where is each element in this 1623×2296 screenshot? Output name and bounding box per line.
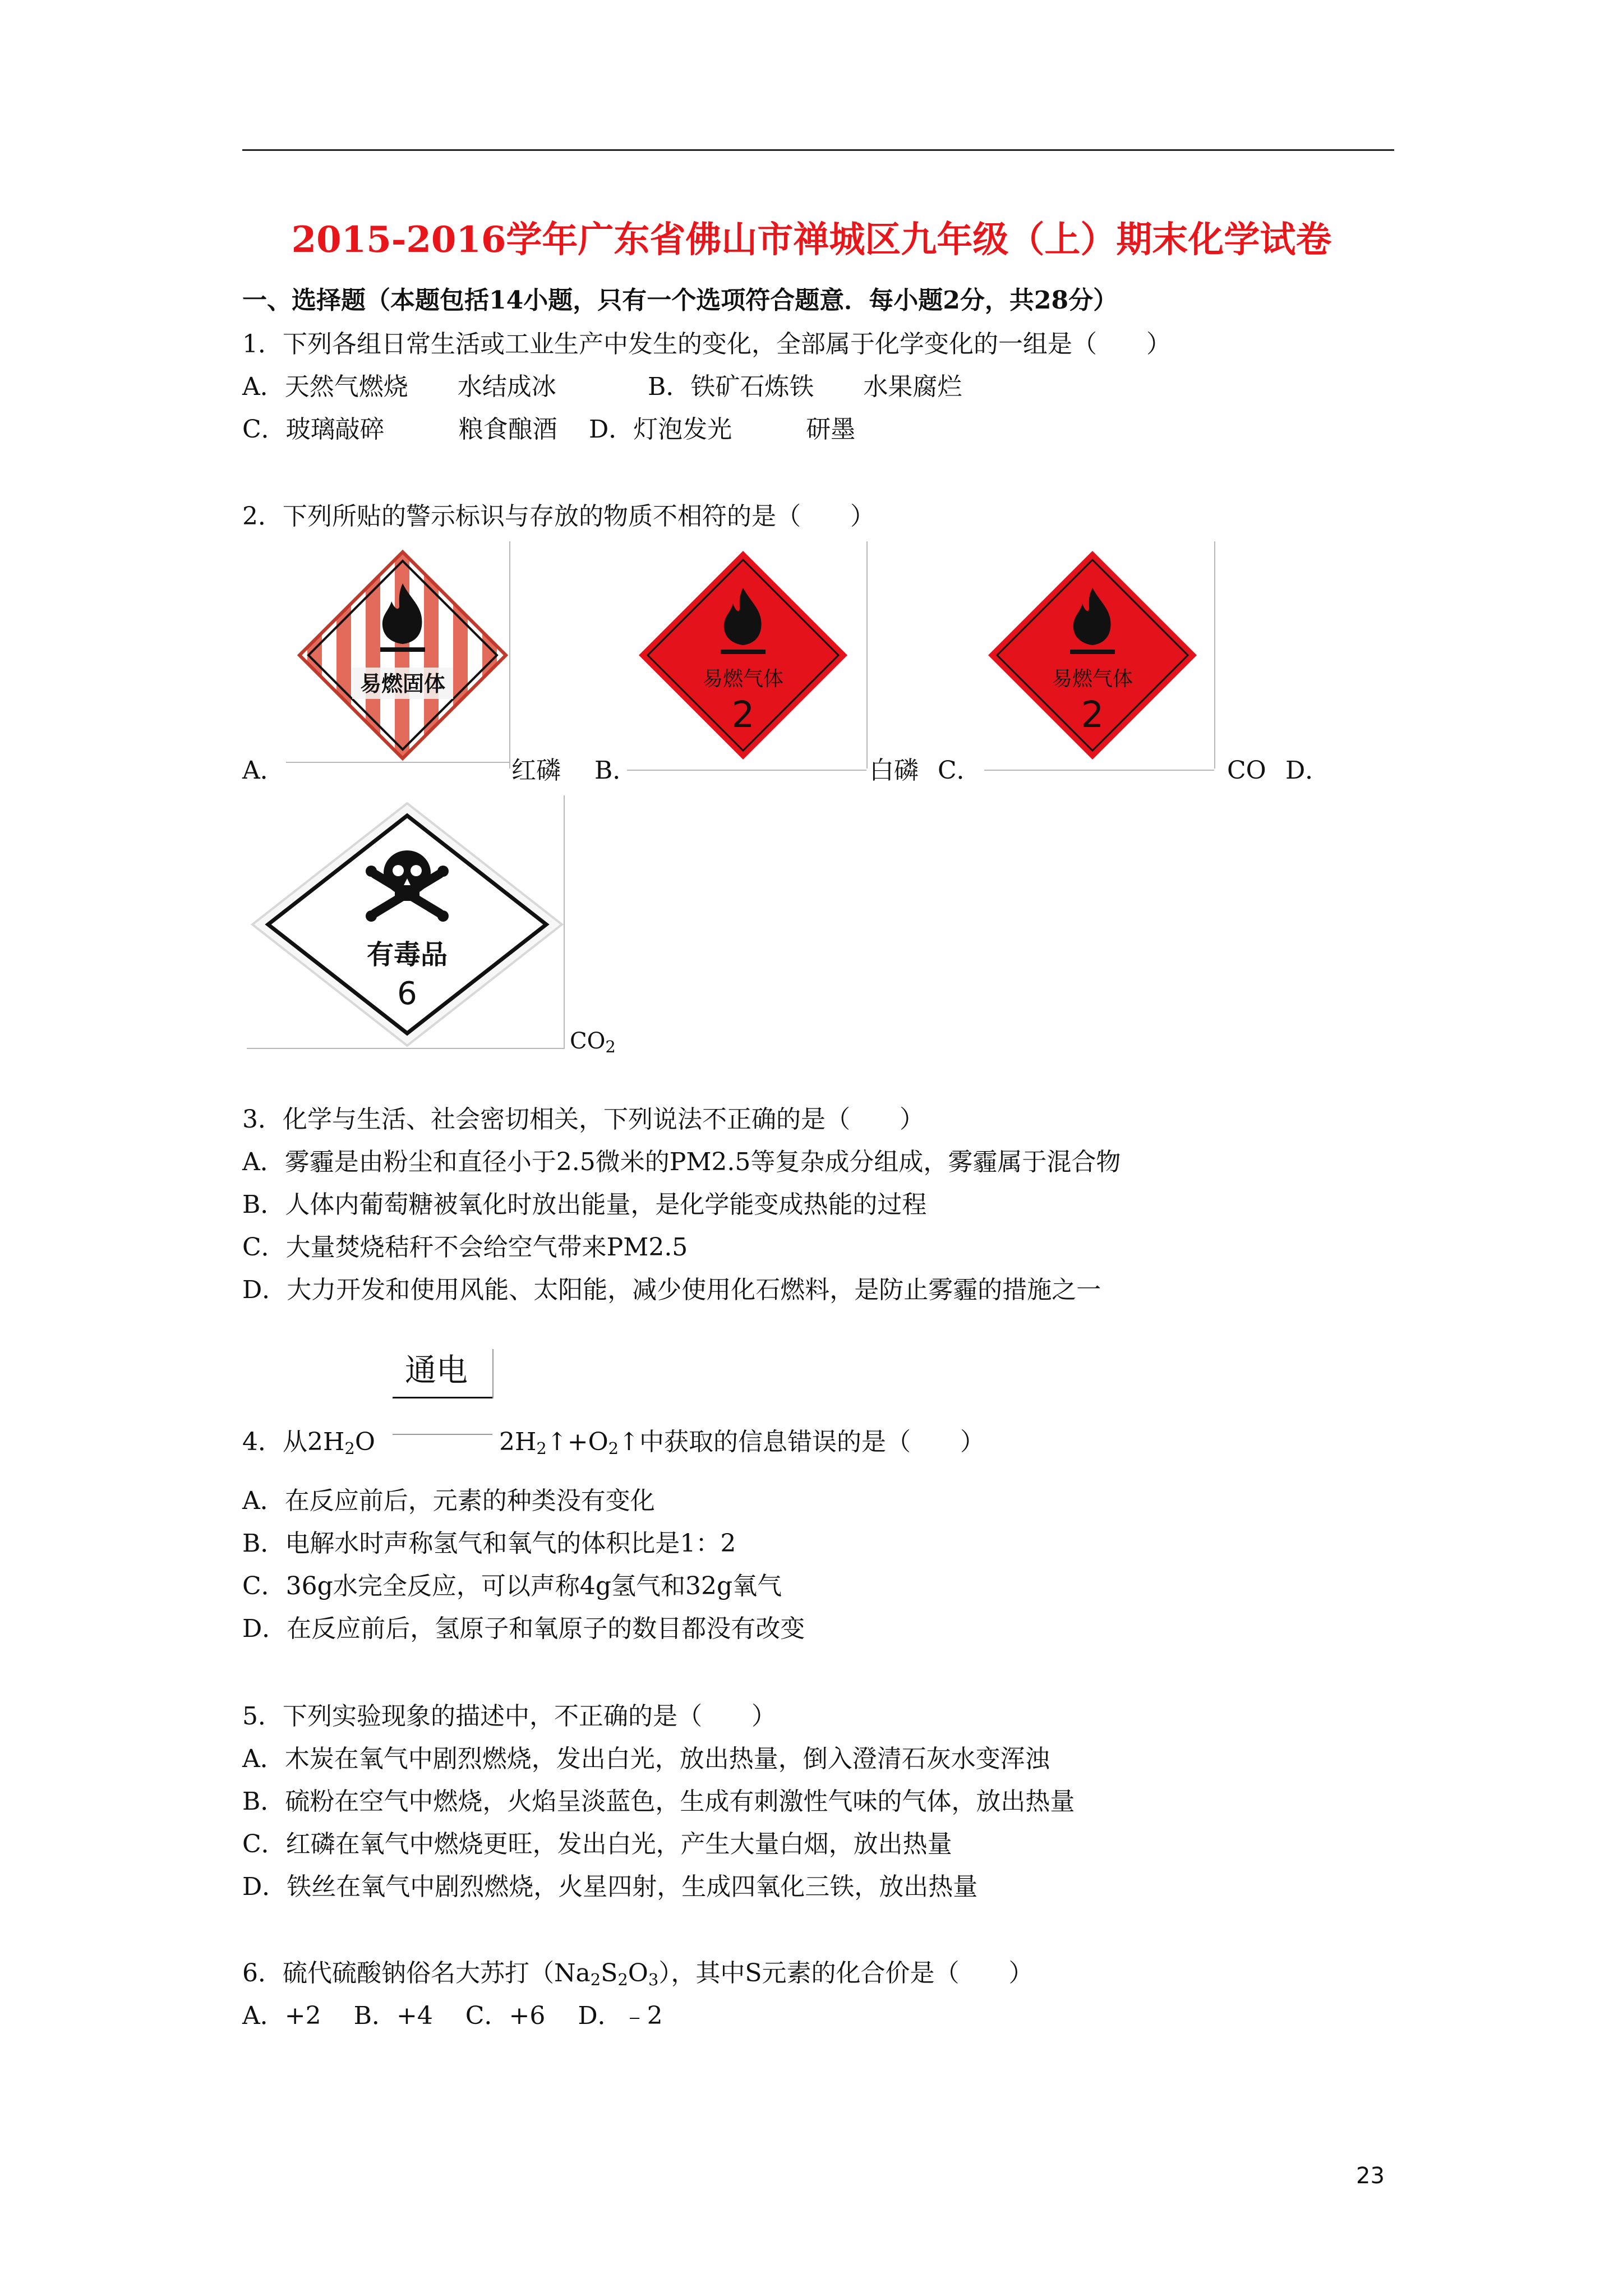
sign-a-text: 易燃固体 [359,671,446,696]
section-heading: 一、选择题（本题包括14小题，只有一个选项符合题意．每小题2分，共28分） [242,286,1118,315]
q4-option-a: A．在反应前后，元素的种类没有变化 [242,1487,655,1515]
page-title: 2015-2016学年广东省佛山市禅城区九年级（上）期末化学试卷 [291,219,1332,261]
sign-c-text: 易燃气体 [1052,668,1133,691]
q4-option-b: B．电解水时声称氢气和氧气的体积比是1：2 [242,1529,736,1558]
sign-b-number: 2 [731,694,755,736]
q4-option-c: C．36g水完全反应，可以声称4g氢气和32g氧气 [242,1572,782,1600]
q3-option-d: D．大力开发和使用风能、太阳能，减少使用化石燃料，是防止雾霾的措施之一 [242,1276,1101,1304]
q1-stem: 1．下列各组日常生活或工业生产中发生的变化，全部属于化学变化的一组是（ ） [242,330,1171,358]
flammable-gas-sign [637,549,850,762]
q2-label-a: A． [242,756,285,785]
q2-caption-a: 红磷 [511,756,561,785]
q3-option-c: C．大量焚烧秸秆不会给空气带来PM2.5 [242,1233,688,1262]
flammable-solid-sign [296,549,509,762]
q5-option-b: B．硫粉在空气中燃烧，火焰呈淡蓝色，生成有刺激性气味的气体，放出热量 [242,1787,1075,1816]
q1-option-d: D．灯泡发光 研墨 [589,415,856,444]
header-rule [242,149,1394,151]
q2-caption-d: $CO_2$ [570,1028,616,1056]
sign-d-text: 有毒品 [366,939,448,970]
q4-stem-rest: $2H_2↑+O_2↑$中获取的信息错误的是（ ） [499,1428,985,1458]
q3-option-a: A．雾霾是由粉尘和直径小于2.5微米的PM2.5等复杂成分组成，雾霾属于混合物 [242,1148,1121,1176]
page-number: 23 [1356,2163,1385,2189]
q3-stem: 3．化学与生活、社会密切相关，下列说法不正确的是（ ） [242,1105,924,1134]
q2-stem: 2．下列所贴的警示标识与存放的物质不相符的是（ ） [242,502,875,531]
q1-option-a: A．天然气燃烧 水结成冰 [242,372,556,401]
q5-option-d: D．铁丝在氧气中剧烈燃烧，火星四射，生成四氧化三铁，放出热量 [242,1872,978,1901]
q5-option-c: C．红磷在氧气中燃烧更旺，发出白光，产生大量白烟，放出热量 [242,1830,952,1858]
q4-stem-prefix: 4．从$2H_2O$ [242,1428,375,1458]
q5-option-a: A．木炭在氧气中剧烈燃烧，发出白光，放出热量，倒入澄清石灰水变浑浊 [242,1745,1050,1773]
q1-option-c: C．玻璃敲碎 粮食酿酒 [242,415,557,444]
sign-c-number: 2 [1081,694,1104,736]
reaction-condition: 通电 [405,1352,468,1389]
q5-stem: 5．下列实验现象的描述中，不正确的是（ ） [242,1702,776,1731]
q4-option-d: D．在反应前后，氢原子和氧原子的数目都没有改变 [242,1614,805,1643]
q1-option-b: B．铁矿石炼铁 水果腐烂 [648,372,962,401]
q2-label-b: B． [594,756,638,785]
q2-label-d: D． [1285,756,1330,785]
condition-bar [393,1397,492,1398]
toxic-sign [250,801,564,1048]
sign-b-text: 易燃气体 [702,668,784,691]
q2-caption-c: CO [1227,756,1266,785]
flammable-gas-sign-c [986,549,1199,762]
sign-d-number: 6 [397,976,417,1012]
q2-caption-b: 白磷 [869,756,919,785]
q6-options: A．+2 B．+4 C．+6 D．﹣2 [242,2001,663,2030]
q6-stem: 6．硫代硫酸钠俗名大苏打$(Na_2S_2O_3)$，其中S元素的化合价是（ ） [242,1959,1034,1989]
q3-option-b: B．人体内葡萄糖被氧化时放出能量，是化学能变成热能的过程 [242,1190,927,1219]
q2-label-c: C． [938,756,981,785]
